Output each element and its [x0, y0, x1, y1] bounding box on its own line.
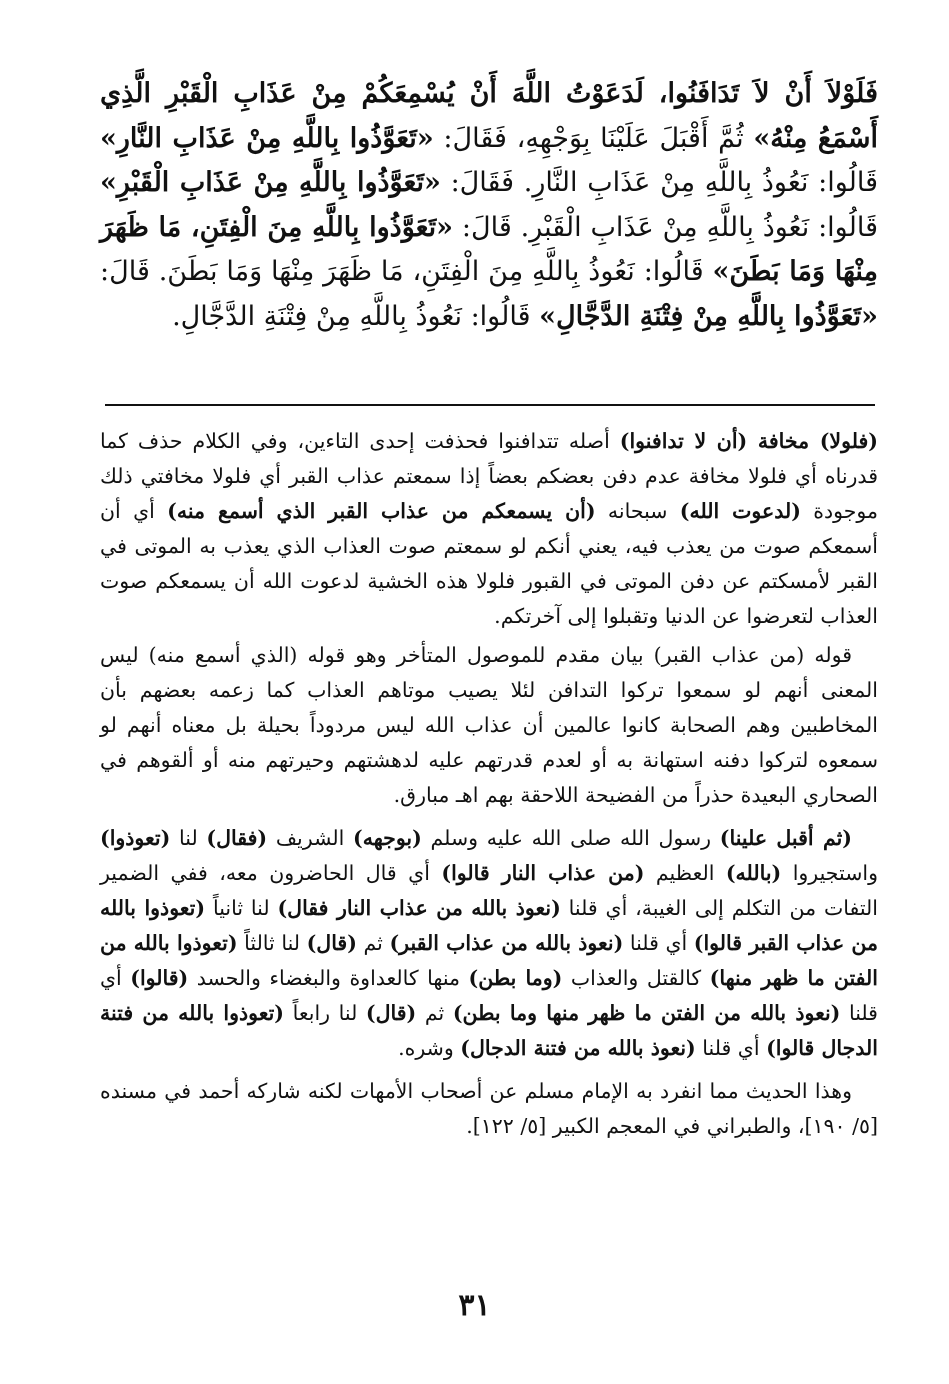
plain-text: أي أن أسمعكم صوت من يعذب فيه، يعني أنكم لو سمعتم صوت العذاب الذي يعذب به الموتى في القبر لأمسكتم عن دفن الموتى في القبور فلولا هذه الخشية لدعوت الله أن يسمعكم صوت العذاب لتعرضوا عن الدنيا وتقبلوا إلى آخرتكم.: [100, 499, 878, 628]
plain-text: سبحانه: [595, 499, 680, 523]
plain-text: أي قلنا: [100, 966, 878, 1025]
plain-text: ثم: [416, 1001, 453, 1025]
bold-term: (لدعوت الله): [679, 499, 801, 523]
commentary-paragraph-2: قوله (من عذاب القبر) بيان مقدم للموصول المتأخر وهو قوله (الذي أسمع منه) ليس المعنى أنهم لو سمعوا تركوا التدافن لئلا يصيب موتاهم العذاب كما زعمه بعضهم بأن المخاطبين وهم الصحابة كانوا عالمين أن عذاب الله ليس مردوداً بحيلة بل معناه أنهم لو سمعوه لتركوا دفنه استهانة به أو لعدم قدرتهم عليه لدهشتهم وحيرتهم منه أو ألقوهم في الصحاري البعيدة حذراً من الفضيحة اللاحقة بهم اهـ مبارق.: [100, 643, 878, 807]
bold-term: (بوجهه): [353, 826, 422, 850]
hadith-segment: قَالُوا: نَعُوذُ بِاللَّهِ مِنْ عَذَابِ النَّارِ. فَقَالَ:: [440, 167, 878, 198]
plain-text: لنا رابعاً: [284, 1001, 366, 1025]
bold-term: (نعوذ بالله من عذاب النار فقال): [277, 896, 561, 920]
bold-term: (نعوذ بالله من فتنة الدجال): [460, 1036, 696, 1060]
bold-term: (تعوذوا): [100, 826, 171, 850]
hadith-text: [100, 72, 878, 339]
plain-text: كالقتل والعذاب: [562, 966, 710, 990]
commentary-paragraph-1: [100, 424, 878, 634]
bold-term: (فقال): [206, 826, 268, 850]
bold-term: (نعوذ بالله من عذاب القبر): [389, 931, 624, 955]
plain-text: ثم: [356, 931, 390, 955]
bold-term: (تعوذوا بالله من عذاب القبر قالوا): [100, 896, 879, 955]
bold-term: (فلولا) مخافة: [747, 429, 878, 453]
plain-text: لنا: [170, 826, 207, 850]
hadith-segment: قَالُوا: نَعُوذُ بِاللَّهِ مِنَ الْفِتَنِ، مَا ظَهَرَ مِنْهَا وَمَا بَطَنَ. قَالَ:: [100, 256, 713, 287]
plain-text: العظيم: [644, 861, 726, 885]
page-number: ٣١: [458, 1288, 491, 1323]
bold-term: (تعوذوا بالله من الفتن ما ظهر منها): [100, 931, 878, 990]
plain-text: أي قلنا: [623, 931, 694, 955]
bold-term: (قال): [306, 931, 357, 955]
bold-term: (من عذاب النار قالوا): [441, 861, 645, 885]
hadith-segment: فَلَوْلاَ أَنْ لاَ تَدَافَنُوا، لَدَعَوْتُ اللَّهَ أَنْ يُسْمِعَكُمْ مِنْ عَذَابِ الْقَبْرِ الَّذِي أَسْمَعُ مِنْهُ»: [100, 78, 878, 154]
plain-text: أي قال الحاضرون معه، ففي الضمير التفات من التكلم إلى الغيبة، أي قلنا: [100, 861, 878, 920]
hadith-quote: «تَعَوَّذُوا بِاللَّهِ مِنْ عَذَابِ الْقَبْرِ»: [100, 167, 441, 198]
hadith-quote: «تَعَوَّذُوا بِاللَّهِ مِنَ الْفِتَنِ، مَا ظَهَرَ مِنْهَا وَمَا بَطَنَ»: [100, 211, 878, 287]
hadith-segment: قَالُوا: نَعُوذُ بِاللَّهِ مِنْ عَذَابِ الْقَبْرِ. قَالَ:: [453, 211, 878, 243]
bold-term: (ثم أقبل علينا): [719, 826, 852, 850]
commentary-paragraph-3: [100, 821, 878, 1066]
bold-term: (قال): [365, 1001, 417, 1025]
bold-term: (تعوذوا بالله من فتنة الدجال قالوا): [100, 1001, 878, 1060]
plain-text: لنا ثالثاً: [237, 931, 307, 955]
plain-text: واستجيروا: [781, 861, 878, 885]
separator-line: [105, 404, 875, 406]
bold-term: (نعوذ بالله من الفتن ما ظهر منها وما بطن): [452, 1001, 841, 1025]
bold-term: (أن لا تدافنوا): [619, 429, 748, 453]
plain-text: منها كالعداوة والبغضاء والحسد: [188, 966, 469, 990]
plain-text: وشره.: [398, 1036, 461, 1060]
plain-text: أصله تتدافنوا فحذفت إحدى التاءين، وفي الكلام حذف كما قدرناه أي فلولا مخافة عدم دفن بعضكم بعضاً إذا سمعتم عذاب القبر أي فلولا مخافتي ذلك موجودة: [100, 429, 878, 523]
bold-term: (أن يسمعكم من عذاب القبر الذي أسمع منه): [167, 499, 596, 523]
commentary: [100, 424, 878, 1144]
bold-term: (وما بطن): [468, 966, 563, 990]
hadith-quote: «تَعَوَّذُوا بِاللَّهِ مِنْ فِتْنَةِ الدَّجَّالِ»: [539, 300, 878, 332]
plain-text: رسول الله صلى الله عليه وسلم: [421, 826, 720, 850]
hadith-segment: ثُمَّ أَقْبَلَ عَلَيْنَا بِوَجْهِهِ، فَقَالَ:: [433, 122, 754, 154]
plain-text: أي قلنا: [695, 1036, 767, 1060]
plain-text: لنا ثانياً: [205, 896, 278, 920]
hadith-quote: «تَعَوَّذُوا بِاللَّهِ مِنْ عَذَابِ النَّارِ»: [100, 122, 434, 154]
hadith-segment: قَالُوا: نَعُوذُ بِاللَّهِ مِنْ فِتْنَةِ الدَّجَّالِ.: [172, 300, 540, 332]
bold-term: (بالله): [725, 861, 782, 885]
commentary-paragraph-4: وهذا الحديث مما انفرد به الإمام مسلم عن أصحاب الأمهات لكنه شاركه أحمد في مسنده [٥/ ١٩٠]، والطبراني في المعجم الكبير [٥/ ١٢٢].: [100, 1079, 878, 1138]
bold-term: (قالوا): [130, 966, 189, 990]
plain-text: الشريف: [267, 826, 354, 850]
